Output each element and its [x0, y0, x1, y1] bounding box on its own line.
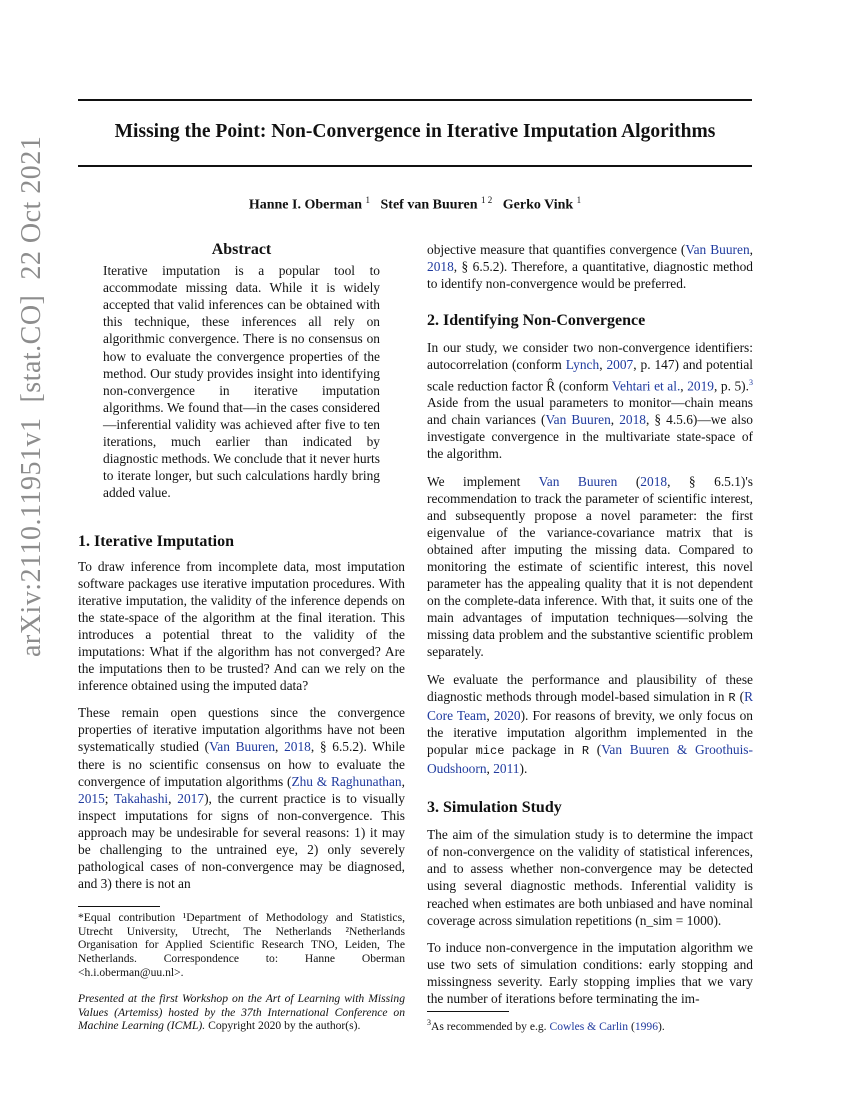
title-rule-bottom [78, 165, 752, 167]
abstract-heading: Abstract [211, 241, 272, 258]
author-affiliation: 1 2 [481, 195, 493, 205]
code-name: R [728, 690, 736, 705]
footnote-rule [427, 1011, 509, 1012]
citation-year-link[interactable]: 2007 [606, 357, 634, 373]
citation-year-link[interactable]: 2018 [427, 259, 454, 275]
title-rule-top [78, 99, 752, 101]
paragraph: We implement Van Buuren (2018, § 6.5.1)'s recommendation to track the parameter of scientific interest, and subsequently propose a novel parameter: the first eigenvalue of the variance-covariance matrix that is obtained after imputing the missing data. Compared to monitoring the estimate of scientific interest, this novel parameter has the appealing quality that it is not dependent on the complete-data inference. With that, it suits one of the main advantages of imputation techniques—solving the missing data problem and the substantive scientific problem separately. [427, 473, 754, 660]
author-affiliation: 1 [576, 195, 582, 205]
citation-link[interactable]: Van Buuren [545, 412, 611, 428]
citation-link[interactable]: Van Buuren & Groothuis-Oudshoorn [427, 741, 753, 776]
paragraph: These remain open questions since the convergence properties of iterative imputation algorithms have not been systematically studied (Van Buuren, 2018, § 6.5.2). While there is no scientific consensus on how to evaluate the convergence of imputation algorithms (Zhu & Raghunathan, 2015; Takahashi, 2017), the current practice is to visually inspect imputations for signs of non-convergence. This approach may be undesirable for several reasons: 1) it may be challenging to the untrained eye, 2) only severely pathological cases of non-convergence may be diagnosed, and 3) there is not an [78, 705, 405, 892]
footnote-rule [78, 906, 160, 907]
footnote-number: 3 [427, 1018, 431, 1028]
workshop-notice: Presented at the first Workshop on the Art of Learning with Missing Values (Artemiss) hosted by the 37th International Conference on Machine Learning (ICML). Copyright 2020 by the author(s). [78, 992, 405, 1033]
citation-link[interactable]: Cowles & Carlin [549, 1019, 629, 1033]
citation-link[interactable]: Lynch [565, 357, 600, 373]
left-column [78, 241, 405, 1033]
paragraph: The aim of the simulation study is to determine the impact of non-convergence on the validity of statistical inferences, and to assess whether non-convergence may be detected using several diagnostic methods. Inferential validity is reached when estimates are both unbiased and have nominal coverage across simulation repetitions (n_sim = 1000). [427, 827, 753, 928]
paper-title: Missing the Point: Non-Convergence in Iterative Imputation Algorithms [114, 121, 716, 142]
citation-year-link[interactable]: 2011 [493, 761, 520, 776]
paragraph: We evaluate the performance and plausibility of these diagnostic methods through model-based simulation in R (R Core Team, 2020). For reasons of brevity, we only focus on the iterative imputation algorithm implemented in the popular mice package in R (Van Buuren & Groothuis-Oudshoorn, 2011). [427, 671, 753, 776]
citation-year-link[interactable]: 2015 [78, 790, 105, 806]
citation-link[interactable]: R Core Team [427, 688, 753, 723]
paragraph: objective measure that quantifies convergence (Van Buuren, 2018, § 6.5.2). Therefore, a quantitative, diagnostic method to identify non-convergence would be preferred. [427, 242, 754, 292]
citation-year-link[interactable]: 2017 [177, 790, 205, 806]
author-list [78, 195, 752, 214]
affiliation-footnote: *Equal contribution ¹Department of Methodology and Statistics, Utrecht University, Utrecht, The Netherlands ²Netherlands Organisation for Applied Scientific Research TNO, Leiden, The Netherlands. Correspondence to: Hanne Oberman <h.i.oberman@uu.nl>. [78, 911, 405, 979]
citation-link[interactable]: Van Buuren [538, 473, 618, 489]
right-column [427, 241, 753, 1034]
paragraph: In our study, we consider two non-convergence identifiers: autocorrelation (conform Lynch, 2007, p. 147) and potential scale reduction factor R̂ (conform Vehtari et al., 2019, p. 5).$^3$ Aside from the usual parameters to monitor—chain means and chain variances (Van Buuren, 2018, § 4.5.6)—we also investigate convergence in the multivariate state-space of the algorithm. [427, 340, 753, 462]
arxiv-stamp: arXiv:2110.11951v1 [stat.CO] 22 Oct 2021 [16, 135, 47, 657]
footnote: $^3$As recommended by e.g. Cowles & Carlin (1996). [427, 1018, 665, 1033]
citation-year-link[interactable]: 2018 [640, 473, 668, 489]
section-heading: 1. Iterative Imputation [78, 533, 234, 551]
paragraph: To draw inference from incomplete data, most imputation software packages use iterative imputation procedures. With iterative imputation, the validity of the inference depends on the state-space of the algorithm at the final iteration. This introduces a potential threat to the validity of the imputations: What if the algorithm has not converged? Are the imputations then to be trusted? And can we rely on the inference obtained using the imputed data? [78, 558, 405, 694]
citation-year-link[interactable]: 1996 [634, 1019, 659, 1033]
footnote-marker[interactable]: 3 [749, 377, 753, 387]
author-name: Stef van Buuren [380, 197, 478, 213]
author-name: Hanne I. Oberman [248, 197, 363, 213]
citation-link[interactable]: Vehtari et al. [611, 378, 681, 394]
author-name: Gerko Vink [502, 197, 574, 213]
paragraph: To induce non-convergence in the imputation algorithm we use two sets of simulation conditions: early stopping and missingness severity. Early stopping implies that we vary the number of iterations before terminating the im- [427, 939, 753, 1007]
citation-year-link[interactable]: 2018 [284, 739, 311, 755]
section-heading: 2. Identifying Non-Convergence [427, 312, 646, 330]
citation-link[interactable]: Takahashi [114, 790, 169, 806]
section-heading: 3. Simulation Study [427, 799, 562, 817]
code-name: mice [475, 743, 505, 758]
citation-link[interactable]: Van Buuren [209, 739, 276, 755]
citation-year-link[interactable]: 2019 [687, 378, 714, 394]
citation-year-link[interactable]: 2018 [619, 412, 646, 428]
abstract-text: Iterative imputation is a popular tool to accommodate missing data. While it is widely accepted that valid inferences can be obtained with this technique, these inferences all rely on algorithmic convergence. There is no consensus on how to evaluate the convergence properties of the method. Our study provides insight into identifying non-convergence in iterative imputation algorithms. We found that—in the cases considered—inferential validity was achieved after five to ten iterations, much earlier than indicated by diagnostic methods. We conclude that it never hurts to iterate longer, but such calculations hardly bring added value. [103, 263, 380, 501]
citation-link[interactable]: Zhu & Raghunathan [291, 773, 402, 789]
author-affiliation: 1 [365, 195, 371, 205]
code-name: R [581, 743, 590, 758]
citation-year-link[interactable]: 2020 [493, 707, 521, 723]
citation-link[interactable]: Van Buuren [685, 242, 750, 257]
